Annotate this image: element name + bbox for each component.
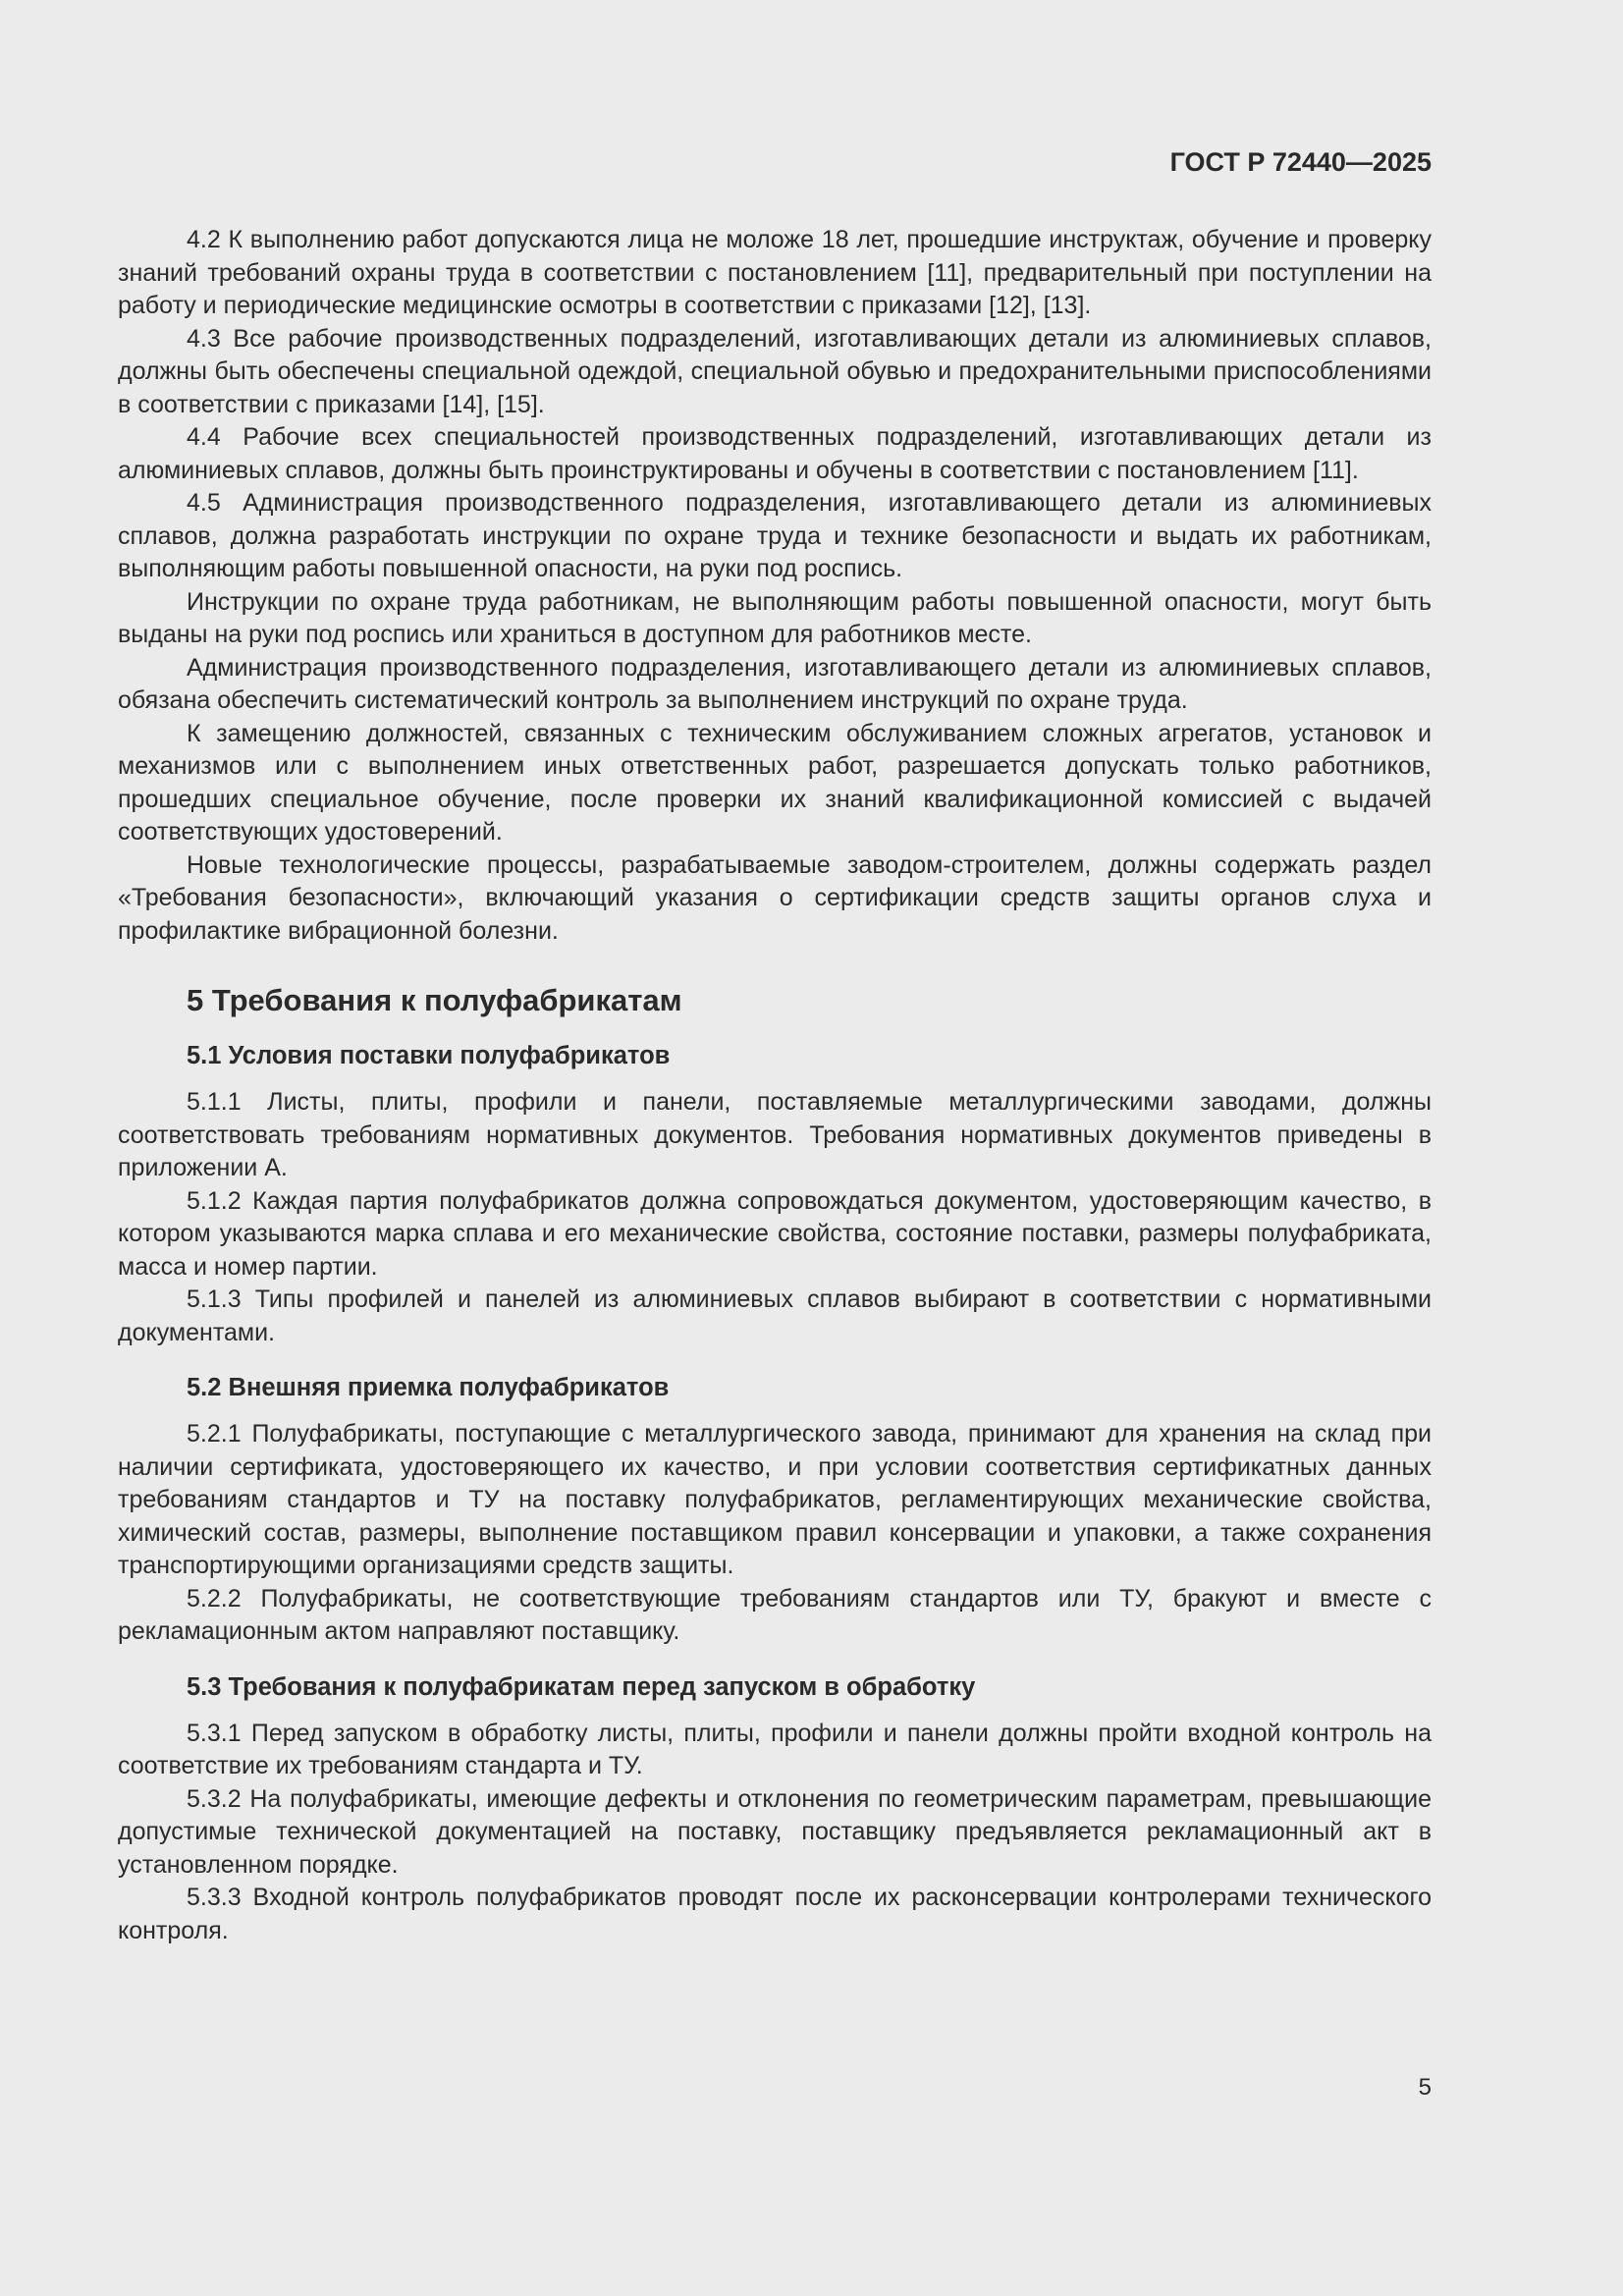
section-5-2-heading: 5.2 Внешняя приемка полуфабрикатов (187, 1374, 670, 1401)
paragraph-5-2-2: 5.2.2 Полуфабрикаты, не соответствующие требованиям стандартов или ТУ, бракуют и вместе с рекламационным актом направляют поставщику. (118, 1584, 1432, 1645)
paragraph-5-2-1: 5.2.1 Полуфабрикаты, поступающие с металлургического завода, принимают для хранения на склад при наличии сертификата, удостоверяющего их качество, и при условии соответствия сертификатных данных требованиям стандартов и ТУ на поставку полуфабрикатов, регламентирующих механические свойства, химический состав, размеры, выполнение поставщиком правил консервации и упаковки, а также сохранения транспортирующими организациями средств защиты. (118, 1420, 1432, 1579)
paragraph-4-3: 4.3 Все рабочие производственных подразделений, изготавливающих детали из алюминиевых сплавов, должны быть обеспечены специальной одеждой, специальной обувью и предохранительными приспособлениями в соответствии с приказами [14], [15]. (118, 324, 1432, 418)
paragraph-5-3-1: 5.3.1 Перед запуском в обработку листы, плиты, профили и панели должны пройти входной контроль на соответствие их требованиям стандарта и ТУ. (118, 1719, 1432, 1779)
paragraph-4-5: 4.5 Администрация производственного подразделения, изготавливающего детали из алюминиевых сплавов, должна разработать инструкции по охране труда и технике безопасности и выдать их работникам, выполняющим работы повышенной опасности, на руки под роспись. (118, 489, 1432, 582)
paragraph-new-processes: Новые технологические процессы, разрабатываемые заводом-строителем, должны содержать раздел «Требования безопасности», включающий указания о сертификации средств защиты органов слуха и профилактике вибрационной болезни. (118, 850, 1432, 945)
paragraph-instructions: Инструкции по охране труда работникам, не выполняющим работы повышенной опасности, могут быть выданы на руки под роспись или храниться в доступном для работников месте. (118, 587, 1432, 648)
paragraph-5-1-3: 5.1.3 Типы профилей и панелей из алюминиевых сплавов выбирают в соответствии с нормативными документами. (118, 1285, 1432, 1346)
paragraph-position-replacement: К замещению должностей, связанных с техническим обслуживанием сложных агрегатов, установок и механизмов или с выполнением иных ответственных работ, разрешается допускать только работников, прошедших специальное обучение, после проверки их знаний квалификационной комиссией с выдачей соответствующих удостоверений. (118, 719, 1432, 846)
page-number: 5 (1418, 2074, 1432, 2101)
document-body (118, 224, 1432, 1947)
section-5-heading: 5 Требования к полуфабрикатам (187, 983, 682, 1017)
paragraph-4-4: 4.4 Рабочие всех специальностей производственных подразделений, изготавливающих детали из алюминиевых сплавов, должны быть проинструктированы и обучены в соответствии с постановлением [11]. (118, 423, 1432, 484)
paragraph-5-3-2: 5.3.2 На полуфабрикаты, имеющие дефекты и отклонения по геометрическим параметрам, превышающие допустимые технической документацией на поставку, поставщику предъявляется рекламационный акт в установленном порядке. (118, 1784, 1432, 1879)
paragraph-5-3-3: 5.3.3 Входной контроль полуфабрикатов проводят после их расконсервации контролерами технического контроля. (118, 1884, 1432, 1944)
section-5-1-heading: 5.1 Условия поставки полуфабрикатов (187, 1042, 671, 1069)
paragraph-4-2: 4.2 К выполнению работ допускаются лица не моложе 18 лет, прошедшие инструктаж, обучение и проверку знаний требований охраны труда в соответствии с постановлением [11], предварительный при поступлении на работу и периодические медицинские осмотры в соответствии с приказами [12], [13]. (118, 226, 1432, 319)
paragraph-5-1-1: 5.1.1 Листы, плиты, профили и панели, поставляемые металлургическими заводами, должны соответствовать требованиям нормативных документов. Требования нормативных документов приведены в приложении А. (118, 1088, 1432, 1181)
section-5-3-heading: 5.3 Требования к полуфабрикатам перед запуском в обработку (187, 1672, 976, 1701)
paragraph-administration: Администрация производственного подразделения, изготавливающего детали из алюминиевых сплавов, обязана обеспечить систематический контроль за выполнением инструкций по охране труда. (118, 653, 1432, 714)
paragraph-5-1-2: 5.1.2 Каждая партия полуфабрикатов должна сопровождаться документом, удостоверяющим качество, в котором указываются марка сплава и его механические свойства, состояние поставки, размеры полуфабриката, масса и номер партии. (118, 1186, 1432, 1281)
document-code-header: ГОСТ Р 72440—2025 (1169, 147, 1432, 177)
